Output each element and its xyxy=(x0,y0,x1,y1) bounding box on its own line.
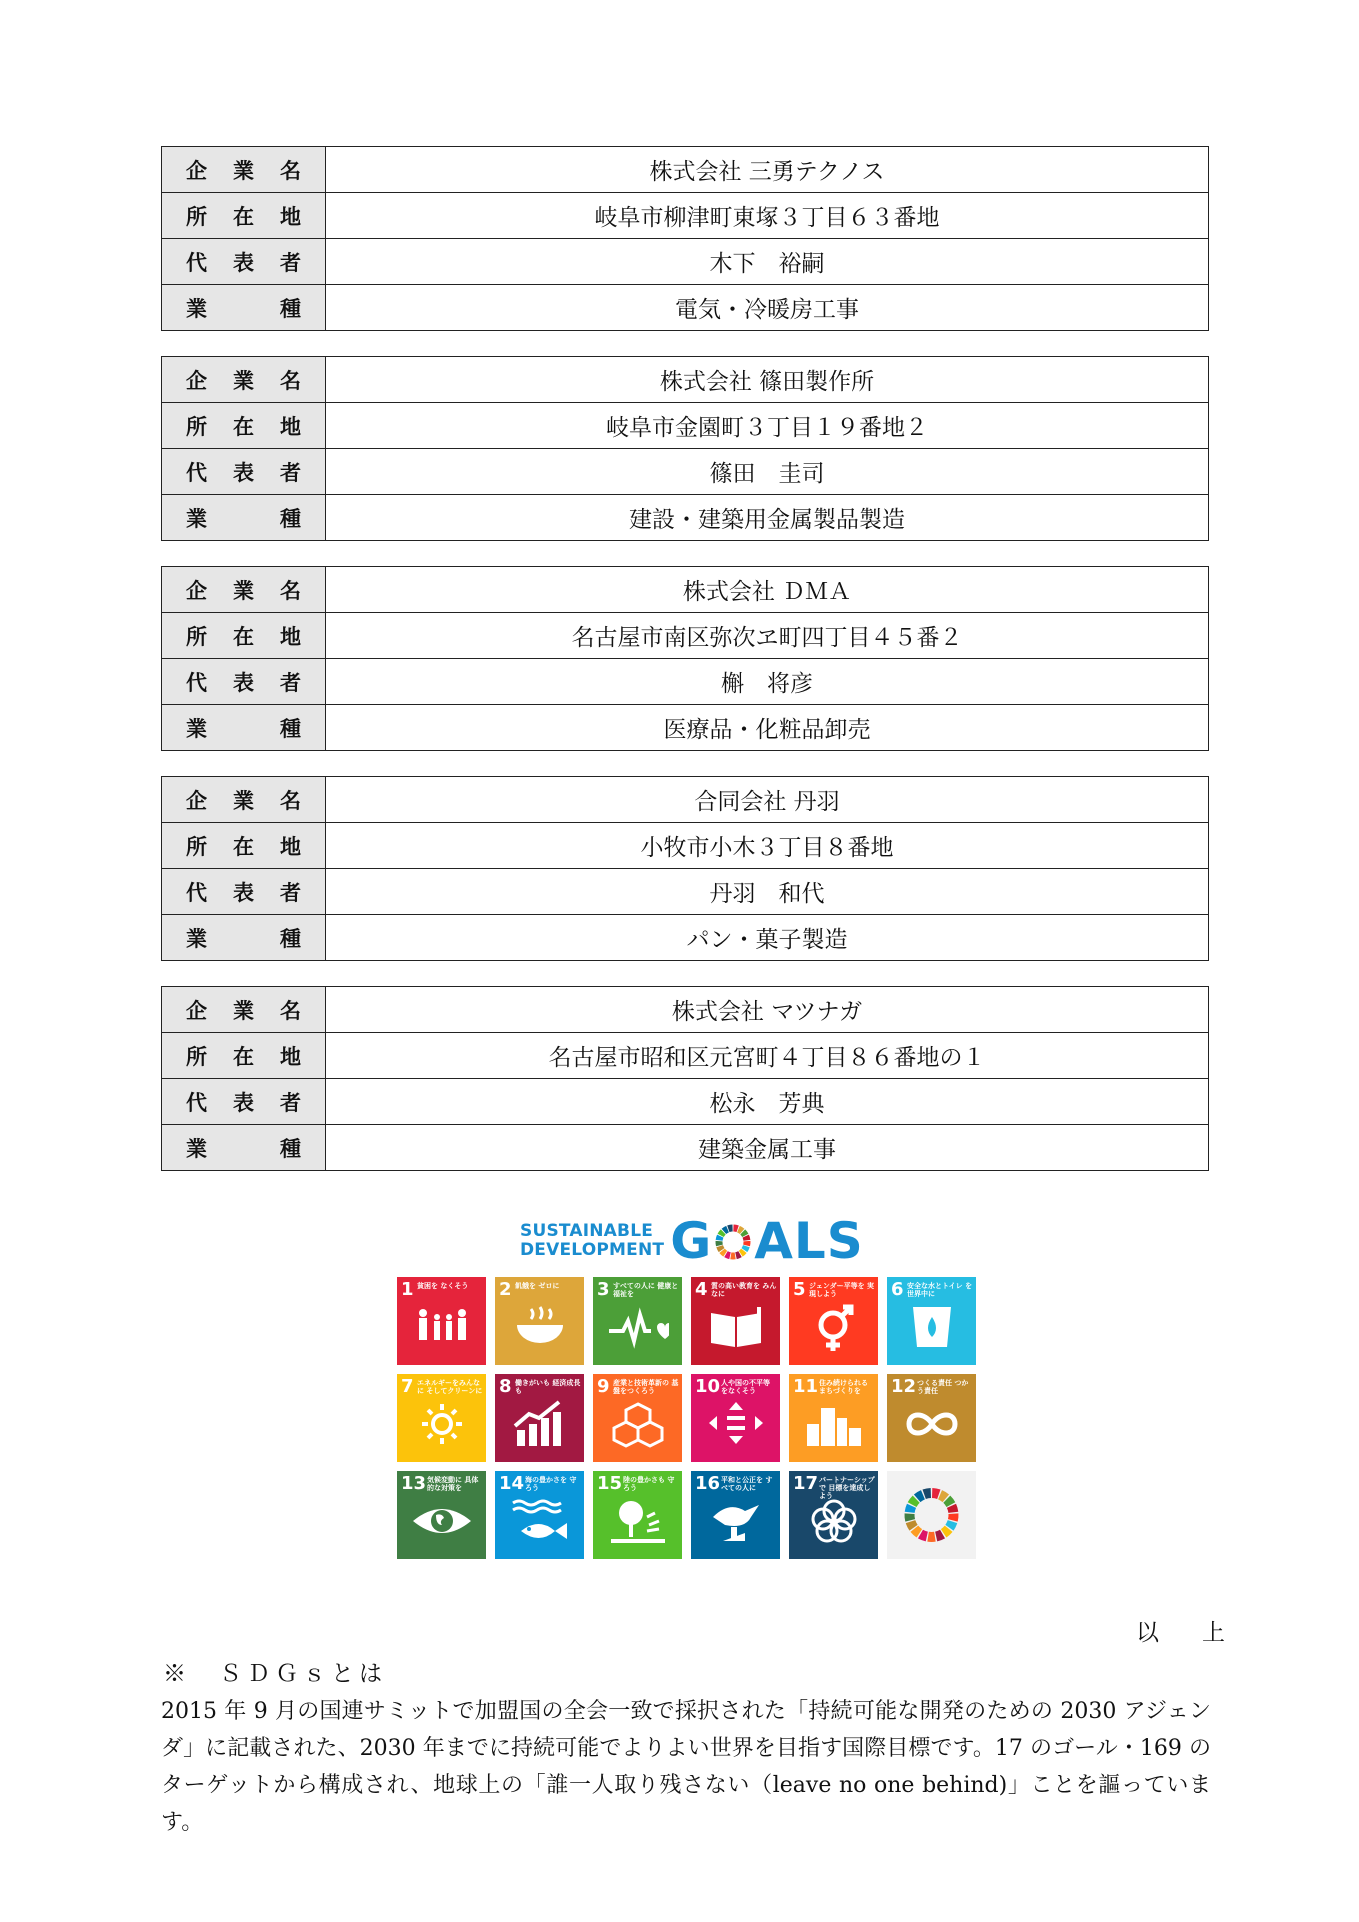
sdg-goal-number: 13 xyxy=(401,1473,427,1494)
row-label-industry: 業 種 xyxy=(162,285,326,331)
sdg-goal-text: すべての人に 健康と福祉を xyxy=(613,1282,679,1298)
sdg-goal-16 xyxy=(691,1471,780,1559)
table-row xyxy=(162,403,1209,449)
infinity-icon xyxy=(901,1400,963,1450)
table-row xyxy=(162,449,1209,495)
sdg-goal-number: 5 xyxy=(793,1279,806,1300)
row-label-rep: 代 表 者 xyxy=(162,449,326,495)
sdg-goal-number: 1 xyxy=(401,1279,414,1300)
row-value-industry: 医療品・化粧品卸売 xyxy=(326,705,1209,751)
sdg-goal-5 xyxy=(789,1277,878,1365)
sdg-goal-number: 14 xyxy=(499,1473,525,1494)
heartbeat-icon xyxy=(607,1303,669,1353)
table-row xyxy=(162,613,1209,659)
sdg-goal-text: パートナーシップで 目標を達成しよう xyxy=(819,1476,875,1500)
sdg-goal-text: 産業と技術革新の 基盤をつくろう xyxy=(613,1379,679,1395)
sdg-goal-13 xyxy=(397,1471,486,1559)
table-row xyxy=(162,915,1209,961)
table-row xyxy=(162,357,1209,403)
row-label-company: 企 業 名 xyxy=(162,357,326,403)
row-label-company: 企 業 名 xyxy=(162,147,326,193)
sdg-goal-number: 2 xyxy=(499,1279,512,1300)
row-value-representative: 篠田 圭司 xyxy=(326,449,1209,495)
row-value-representative: 丹羽 和代 xyxy=(326,869,1209,915)
row-label-industry: 業 種 xyxy=(162,705,326,751)
sdg-goal-number: 15 xyxy=(597,1473,623,1494)
sdg-goal-14 xyxy=(495,1471,584,1559)
sdg-goal-number: 11 xyxy=(793,1376,819,1397)
sdg-goal-text: つくる責任 つかう責任 xyxy=(917,1379,969,1395)
row-value-name: 株式会社 三勇テクノス xyxy=(326,147,1209,193)
row-label-address: 所 在 地 xyxy=(162,1033,326,1079)
sdg-goal-text: 気候変動に 具体的な対策を xyxy=(427,1476,479,1492)
row-label-address: 所 在 地 xyxy=(162,823,326,869)
row-label-address: 所 在 地 xyxy=(162,193,326,239)
sdg-goal-number: 9 xyxy=(597,1376,610,1397)
sdg-goal-text: 人や国の不平等 をなくそう xyxy=(721,1379,770,1395)
sdg-goals-grid xyxy=(397,1277,976,1559)
cubes-icon xyxy=(607,1400,669,1450)
sdg-logo-goals: G ALS xyxy=(670,1212,864,1270)
sdg-goal-text: 住み続けられる まちづくりを xyxy=(819,1379,868,1395)
row-label-company: 企 業 名 xyxy=(162,987,326,1033)
city-icon xyxy=(803,1400,865,1450)
row-value-industry: 建築金属工事 xyxy=(326,1125,1209,1171)
sdg-goal-number: 4 xyxy=(695,1279,708,1300)
row-value-address: 岐阜市金園町３丁目１９番地２ xyxy=(326,403,1209,449)
sdg-goal-number: 6 xyxy=(891,1279,904,1300)
sdg-goal-text: エネルギーをみんなに そしてクリーンに xyxy=(417,1379,483,1395)
note-body: 2015 年 9 月の国連サミットで加盟国の全会一致で採択された「持続可能な開発のための 2030 アジェンダ」に記載された、2030 年までに持続可能でよりよい世界を目指す国際目標です。17 のゴール・169 のターゲットから構成され、地球上の「誰一人取り残さない（leave no one behind)」ことを謳っています。 xyxy=(161,1699,1211,1835)
row-value-address: 名古屋市南区弥次ヱ町四丁目４５番２ xyxy=(326,613,1209,659)
sdg-goal-number: 10 xyxy=(695,1376,721,1397)
company-table xyxy=(161,776,1209,961)
sdg-goal-text: 安全な水とトイレ を世界中に xyxy=(907,1282,973,1298)
row-label-industry: 業 種 xyxy=(162,915,326,961)
table-row xyxy=(162,1079,1209,1125)
sdg-goal-number: 3 xyxy=(597,1279,610,1300)
tree-icon xyxy=(607,1497,669,1547)
sdg-logo-line1: SUSTAINABLE xyxy=(520,1221,654,1241)
sdg-goal-3 xyxy=(593,1277,682,1365)
table-row xyxy=(162,567,1209,613)
bowl-icon xyxy=(509,1303,571,1353)
sdg-goal-text: 飢餓を ゼロに xyxy=(515,1282,560,1290)
row-value-representative: 松永 芳典 xyxy=(326,1079,1209,1125)
sdg-goal-number: 12 xyxy=(891,1376,917,1397)
closing-mark: 以 上 xyxy=(1136,1620,1235,1646)
sdg-goal-number: 16 xyxy=(695,1473,721,1494)
row-value-industry: パン・菓子製造 xyxy=(326,915,1209,961)
company-table xyxy=(161,986,1209,1171)
sdg-goal-12 xyxy=(887,1374,976,1462)
row-label-rep: 代 表 者 xyxy=(162,659,326,705)
sdg-goal-6 xyxy=(887,1277,976,1365)
row-label-address: 所 在 地 xyxy=(162,403,326,449)
sdg-goal-text: 海の豊かさを 守ろう xyxy=(525,1476,577,1492)
sdg-wheel-tile xyxy=(887,1471,976,1559)
sdg-goal-10 xyxy=(691,1374,780,1462)
row-label-industry: 業 種 xyxy=(162,495,326,541)
sdg-wheel-icon xyxy=(887,1471,976,1559)
sdg-goal-text: 陸の豊かさも 守ろう xyxy=(623,1476,675,1492)
row-value-name: 株式会社 篠田製作所 xyxy=(326,357,1209,403)
equality-icon xyxy=(705,1400,767,1450)
row-value-industry: 建設・建築用金属製品製造 xyxy=(326,495,1209,541)
company-table xyxy=(161,146,1209,331)
row-value-address: 岐阜市柳津町東塚３丁目６３番地 xyxy=(326,193,1209,239)
people-icon xyxy=(411,1303,473,1353)
table-row xyxy=(162,495,1209,541)
row-value-name: 株式会社 マツナガ xyxy=(326,987,1209,1033)
row-label-address: 所 在 地 xyxy=(162,613,326,659)
sdg-goal-15 xyxy=(593,1471,682,1559)
row-label-rep: 代 表 者 xyxy=(162,1079,326,1125)
row-value-industry: 電気・冷暖房工事 xyxy=(326,285,1209,331)
sdg-goal-text: 平和と公正を すべての人に xyxy=(721,1476,773,1492)
book-icon xyxy=(705,1303,767,1353)
sdg-goal-2 xyxy=(495,1277,584,1365)
rings-icon xyxy=(803,1497,865,1547)
sdg-goal-number: 17 xyxy=(793,1473,819,1494)
row-value-name: 合同会社 丹羽 xyxy=(326,777,1209,823)
table-row xyxy=(162,659,1209,705)
row-label-rep: 代 表 者 xyxy=(162,869,326,915)
table-row xyxy=(162,239,1209,285)
row-label-industry: 業 種 xyxy=(162,1125,326,1171)
table-row xyxy=(162,285,1209,331)
sdg-goal-4 xyxy=(691,1277,780,1365)
sdg-goal-number: 8 xyxy=(499,1376,512,1397)
row-label-rep: 代 表 者 xyxy=(162,239,326,285)
sdg-goal-9 xyxy=(593,1374,682,1462)
fish-icon xyxy=(509,1497,571,1547)
table-row xyxy=(162,869,1209,915)
sdg-goal-8 xyxy=(495,1374,584,1462)
sdg-goal-number: 7 xyxy=(401,1376,414,1397)
eye-globe-icon xyxy=(411,1497,473,1547)
table-row xyxy=(162,1033,1209,1079)
table-row xyxy=(162,705,1209,751)
row-value-address: 名古屋市昭和区元宮町４丁目８６番地の１ xyxy=(326,1033,1209,1079)
table-row xyxy=(162,987,1209,1033)
sdg-goal-text: ジェンダー平等を 実現しよう xyxy=(809,1282,875,1298)
table-row xyxy=(162,147,1209,193)
row-label-company: 企 業 名 xyxy=(162,567,326,613)
sdg-goal-text: 質の高い教育を みんなに xyxy=(711,1282,777,1298)
water-icon xyxy=(901,1303,963,1353)
sun-icon xyxy=(411,1400,473,1450)
sdg-goal-text: 働きがいも 経済成長も xyxy=(515,1379,581,1395)
sdg-goal-17 xyxy=(789,1471,878,1559)
table-row xyxy=(162,777,1209,823)
note-heading: ※ ＳＤＧｓとは xyxy=(163,1661,387,1687)
gender-icon xyxy=(803,1303,865,1353)
row-value-address: 小牧市小木３丁目８番地 xyxy=(326,823,1209,869)
row-label-company: 企 業 名 xyxy=(162,777,326,823)
sdg-goal-text: 貧困を なくそう xyxy=(417,1282,469,1290)
sdg-goal-11 xyxy=(789,1374,878,1462)
sdg-logo-line2: DEVELOPMENT xyxy=(520,1240,665,1260)
table-row xyxy=(162,193,1209,239)
row-value-representative: 木下 裕嗣 xyxy=(326,239,1209,285)
company-table xyxy=(161,566,1209,751)
growth-icon xyxy=(509,1400,571,1450)
table-row xyxy=(162,823,1209,869)
sdg-goal-1 xyxy=(397,1277,486,1365)
table-row xyxy=(162,1125,1209,1171)
dove-icon xyxy=(705,1497,767,1547)
sdg-wheel-icon xyxy=(713,1222,753,1262)
sdg-goal-7 xyxy=(397,1374,486,1462)
row-value-representative: 槲 将彦 xyxy=(326,659,1209,705)
row-value-name: 株式会社 ＤＭＡ xyxy=(326,567,1209,613)
company-table xyxy=(161,356,1209,541)
sdg-logo xyxy=(520,1212,864,1270)
